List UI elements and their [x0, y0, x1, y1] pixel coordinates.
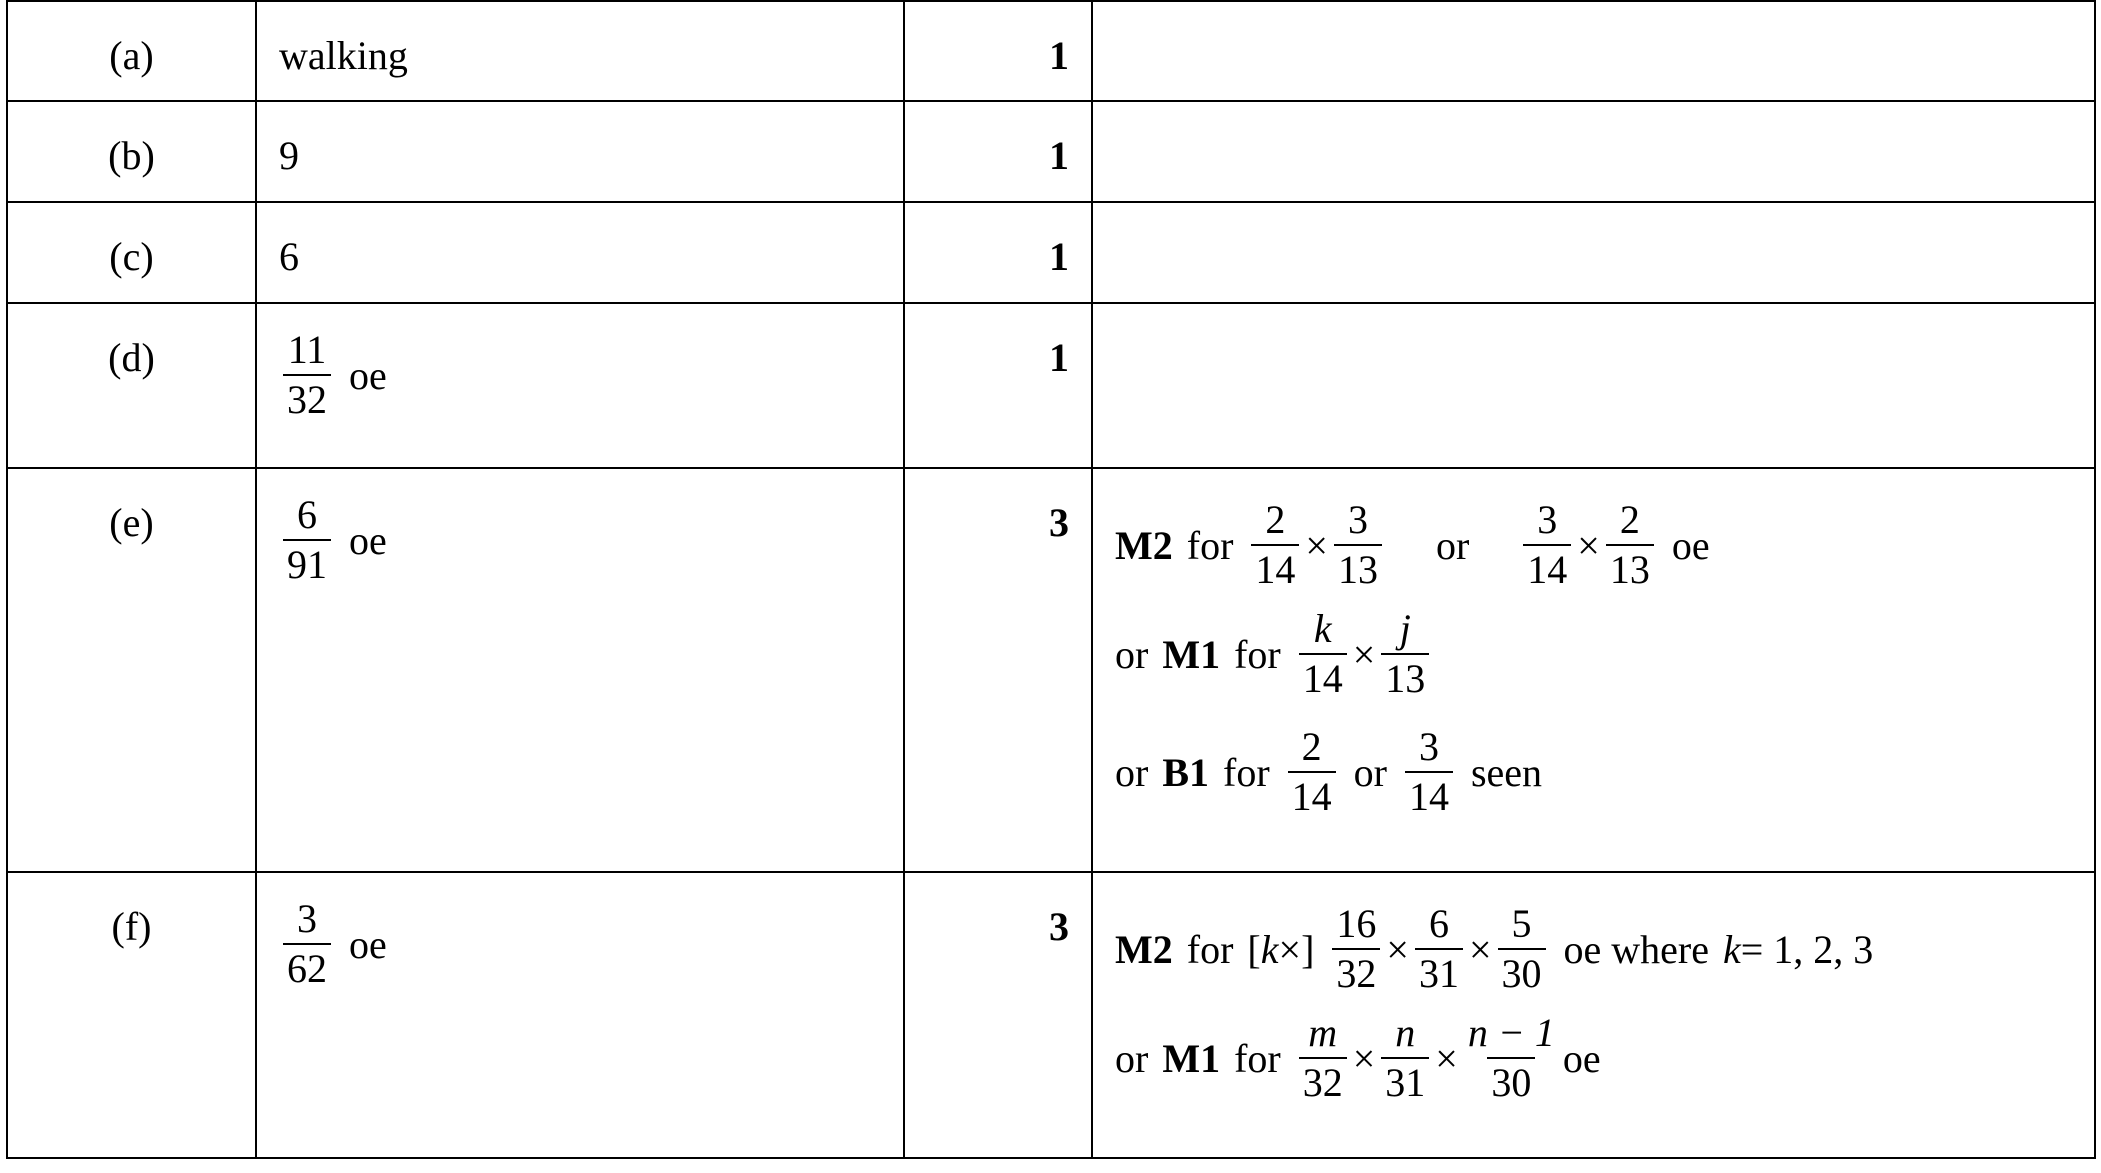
- part-label: (d): [108, 335, 155, 380]
- part-cell: [7, 872, 256, 1158]
- mark-value: 3: [1049, 904, 1069, 949]
- answer-fraction: [279, 896, 903, 991]
- mark-cell: [904, 872, 1092, 1158]
- answer-text: walking: [279, 33, 408, 78]
- mark-cell: [904, 1, 1092, 101]
- answer-fraction: [279, 492, 903, 587]
- answer-fraction: [279, 327, 903, 422]
- part-label: (e): [109, 500, 154, 545]
- part-cell: [7, 202, 256, 303]
- fraction: $\frac{11}{32}$: [283, 330, 331, 420]
- guidance-line-m1: or M1 for $\frac{m}{32}$ × $\frac{n}{31}$ × $\frac{n - 1}{30}$ oe: [1115, 1010, 1601, 1105]
- guidance-cell: [1092, 303, 2095, 468]
- mark-value: 1: [1049, 33, 1069, 78]
- mark-cell: [904, 202, 1092, 303]
- table-row: [7, 303, 2095, 468]
- guidance-cell: [1092, 101, 2095, 202]
- part-label: (a): [109, 33, 154, 78]
- guidance-line-m2: M2 for $\frac{2}{14}$ × $\frac{3}{13}$ or $\frac{3}{14}$ × $\frac{2}{13}$ oe: [1115, 497, 1710, 592]
- guidance-cell: [1092, 1, 2095, 101]
- part-cell: [7, 1, 256, 101]
- answer-cell: [256, 101, 904, 202]
- mark-cell: [904, 468, 1092, 872]
- table-row: [7, 468, 2095, 872]
- mark-value: 1: [1049, 234, 1069, 279]
- answer-text: 6: [279, 234, 299, 279]
- guidance-line-m2: M2 for [ k × ] $\frac{16}{32}$ × $\frac{6}{31}$ × $\frac{5}{30}$ oe where k = 1, 2, 3: [1115, 901, 1874, 996]
- fraction: $\frac{6}{91}$: [283, 495, 331, 585]
- mark-value: 1: [1049, 335, 1069, 380]
- answer-cell: [256, 872, 904, 1158]
- mark-scheme-table: [6, 0, 2096, 1159]
- oe-label: oe: [349, 352, 387, 398]
- answer-text: 9: [279, 133, 299, 178]
- guidance-cell: [1092, 202, 2095, 303]
- part-label: (b): [108, 133, 155, 178]
- answer-cell: [256, 303, 904, 468]
- part-cell: [7, 468, 256, 872]
- table-row: [7, 101, 2095, 202]
- part-label: (c): [109, 234, 154, 279]
- mark-value: 3: [1049, 500, 1069, 545]
- answer-cell: [256, 1, 904, 101]
- guidance-cell: [1092, 468, 2095, 872]
- table-row: [7, 872, 2095, 1158]
- oe-label: oe: [349, 921, 387, 967]
- table-row: [7, 202, 2095, 303]
- answer-cell: [256, 468, 904, 872]
- answer-cell: [256, 202, 904, 303]
- guidance-line-b1: or B1 for $\frac{2}{14}$ or $\frac{3}{14}$ seen: [1115, 724, 1543, 819]
- part-cell: [7, 101, 256, 202]
- part-label: (f): [111, 904, 152, 949]
- guidance-line-m1: or M1 for $\frac{k}{14}$ × $\frac{j}{13}$: [1115, 595, 2094, 713]
- mark-value: 1: [1049, 133, 1069, 178]
- guidance-cell: [1092, 872, 2095, 1158]
- mark-cell: [904, 101, 1092, 202]
- part-cell: [7, 303, 256, 468]
- fraction: $\frac{3}{62}$: [283, 899, 331, 989]
- oe-label: oe: [349, 517, 387, 563]
- table-row: [7, 1, 2095, 101]
- mark-cell: [904, 303, 1092, 468]
